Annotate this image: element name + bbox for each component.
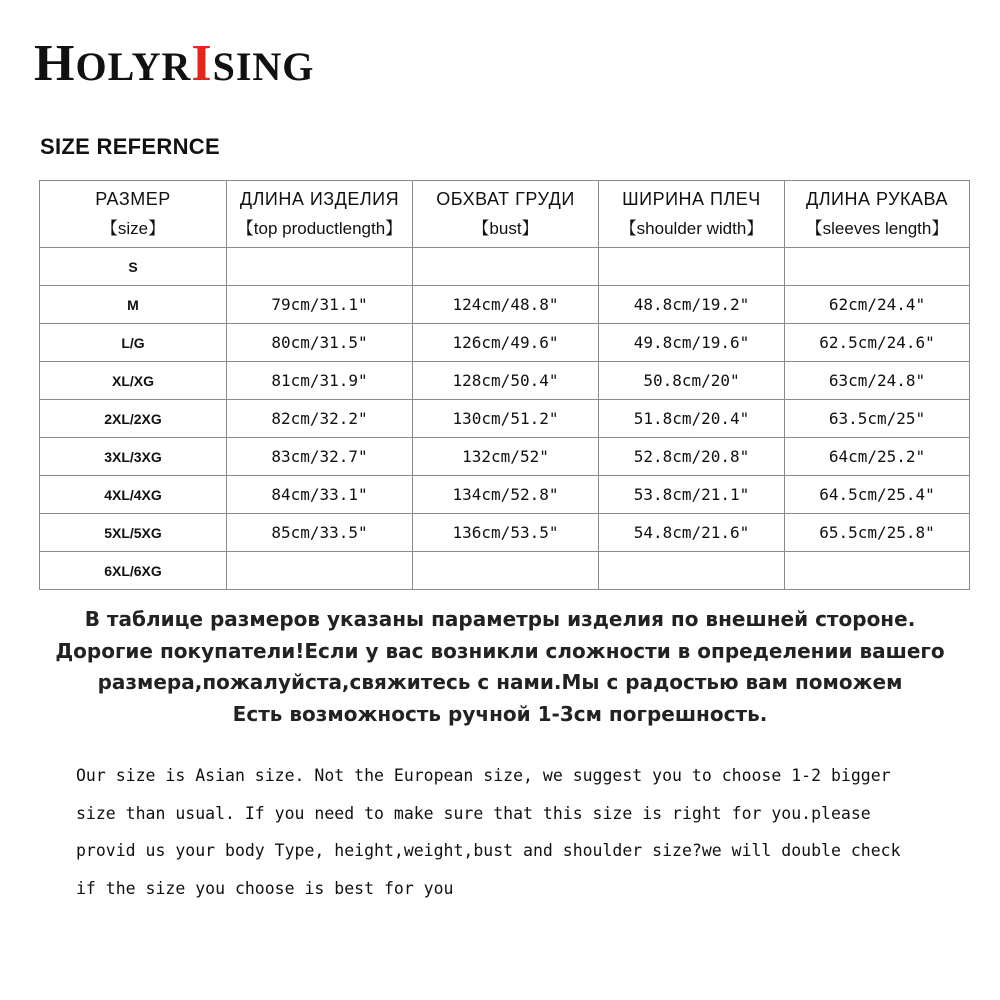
- size-cell: 6XL/6XG: [40, 552, 227, 590]
- shoulder-cell: 51.8cm/20.4": [599, 400, 785, 438]
- shoulder-cell: 53.8cm/21.1": [599, 476, 785, 514]
- bust-cell: [413, 248, 599, 286]
- bust-cell: 134cm/52.8": [413, 476, 599, 514]
- table-row: [40, 324, 970, 362]
- table-row: [40, 438, 970, 476]
- logo-letter-h: H: [34, 35, 76, 92]
- size-cell: 2XL/2XG: [40, 400, 227, 438]
- sleeve-cell: 63cm/24.8": [785, 362, 970, 400]
- bust-cell: [413, 552, 599, 590]
- bust-cell: 132cm/52": [413, 438, 599, 476]
- length-cell: [227, 552, 413, 590]
- length-cell: 82cm/32.2": [227, 400, 413, 438]
- ru-note-line: Дорогие покупатели!Если у вас возникли сложности в определении вашего: [55, 638, 945, 663]
- length-cell: 81cm/31.9": [227, 362, 413, 400]
- size-cell: XL/XG: [40, 362, 227, 400]
- header-sleeve: ДЛИНА РУКАВА 【sleeves length】: [785, 181, 970, 248]
- header-shoulder: ШИРИНА ПЛЕЧ 【shoulder width】: [599, 181, 785, 248]
- length-cell: 83cm/32.7": [227, 438, 413, 476]
- logo-letters-sing: SING: [212, 44, 315, 89]
- english-note: [76, 757, 976, 907]
- size-cell: M: [40, 286, 227, 324]
- size-cell: L/G: [40, 324, 227, 362]
- bust-cell: 126cm/49.6": [413, 324, 599, 362]
- shoulder-cell: 48.8cm/19.2": [599, 286, 785, 324]
- table-row: [40, 362, 970, 400]
- table-row: [40, 286, 970, 324]
- header-length: ДЛИНА ИЗДЕЛИЯ 【top productlength】: [227, 181, 413, 248]
- length-cell: 85cm/33.5": [227, 514, 413, 552]
- sleeve-cell: 64.5cm/25.4": [785, 476, 970, 514]
- ru-note-line: В таблице размеров указаны параметры изделия по внешней стороне.: [84, 607, 916, 631]
- bust-cell: 136cm/53.5": [413, 514, 599, 552]
- size-cell: 5XL/5XG: [40, 514, 227, 552]
- size-cell: 3XL/3XG: [40, 438, 227, 476]
- size-cell: S: [40, 248, 227, 286]
- shoulder-cell: [599, 552, 785, 590]
- length-cell: 84cm/33.1": [227, 476, 413, 514]
- section-title: SIZE REFERNCE: [40, 134, 220, 159]
- shoulder-cell: 49.8cm/19.6": [599, 324, 785, 362]
- sleeve-cell: 63.5cm/25": [785, 400, 970, 438]
- shoulder-cell: 50.8cm/20": [599, 362, 785, 400]
- shoulder-cell: [599, 248, 785, 286]
- header-bust: ОБХВАТ ГРУДИ 【bust】: [413, 181, 599, 248]
- bust-cell: 130cm/51.2": [413, 400, 599, 438]
- length-cell: 79cm/31.1": [227, 286, 413, 324]
- sleeve-cell: 62cm/24.4": [785, 286, 970, 324]
- size-table: [39, 180, 970, 590]
- ru-note-line: размера,пожалуйста,свяжитесь с нами.Мы с радостью вам поможем: [97, 670, 903, 694]
- size-cell: 4XL/4XG: [40, 476, 227, 514]
- bust-cell: 128cm/50.4": [413, 362, 599, 400]
- length-cell: 80cm/31.5": [227, 324, 413, 362]
- sleeve-cell: 64cm/25.2": [785, 438, 970, 476]
- table-row: [40, 400, 970, 438]
- ru-note-line: Есть возможность ручной 1-3см погрешность.: [232, 701, 768, 726]
- header-size: РАЗМЕР 【size】: [40, 181, 227, 248]
- en-note-line: if the size you choose is best for you: [76, 878, 454, 898]
- shoulder-cell: 52.8cm/20.8": [599, 438, 785, 476]
- table-row: [40, 514, 970, 552]
- brand-logo: [34, 34, 314, 93]
- table-row: [40, 476, 970, 514]
- en-note-line: provid us your body Type, height,weight,bust and shoulder size?we will double check: [76, 841, 901, 860]
- logo-letter-i: I: [191, 35, 213, 92]
- logo-letters-olyr: OLYR: [75, 44, 192, 89]
- table-row: [40, 552, 970, 590]
- shoulder-cell: 54.8cm/21.6": [599, 514, 785, 552]
- sleeve-cell: [785, 248, 970, 286]
- length-cell: [227, 248, 413, 286]
- bust-cell: 124cm/48.8": [413, 286, 599, 324]
- sleeve-cell: 65.5cm/25.8": [785, 514, 970, 552]
- russian-notes: [0, 604, 1000, 730]
- en-note-line: Our size is Asian size. Not the European size, we suggest you to choose 1-2 bigger: [76, 766, 891, 785]
- sleeve-cell: 62.5cm/24.6": [785, 324, 970, 362]
- en-note-line: size than usual. If you need to make sure that this size is right for you.please: [76, 803, 871, 823]
- sleeve-cell: [785, 552, 970, 590]
- table-row: [40, 248, 970, 286]
- table-header-row: [40, 181, 970, 248]
